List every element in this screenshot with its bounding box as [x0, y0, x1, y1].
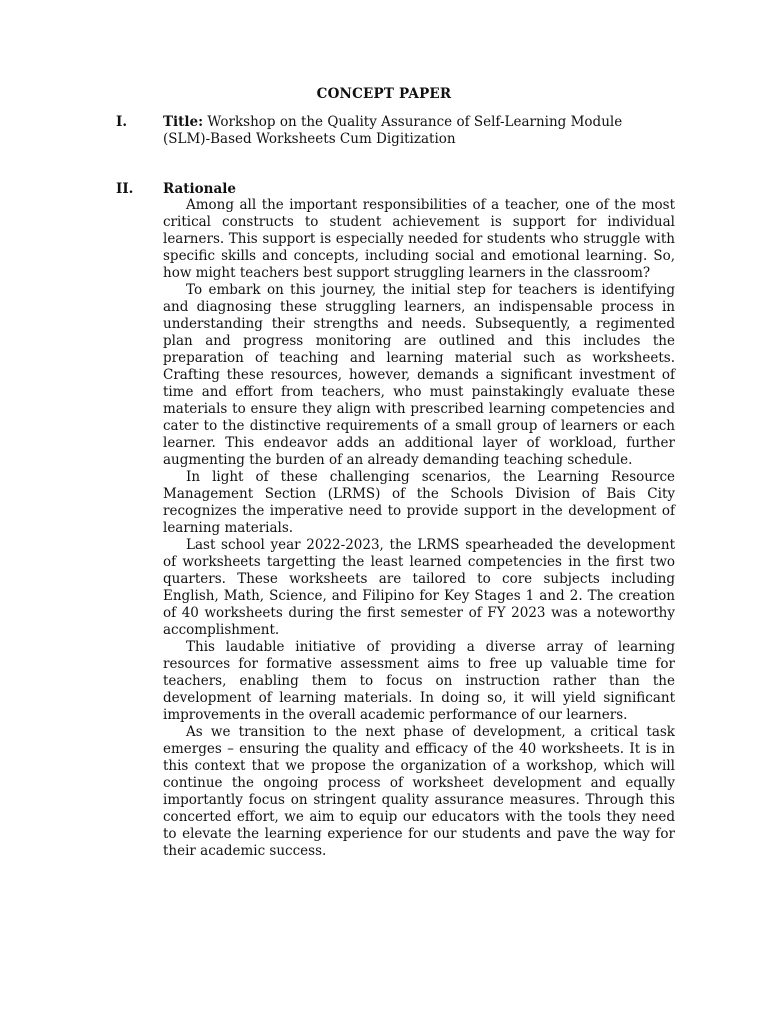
- section-number: II.: [116, 181, 134, 197]
- title-label: Title:: [163, 114, 204, 130]
- paragraph: As we transition to the next phase of development, a critical task emerges – ensuring the quality and efficacy of the 40 worksheets. It is in this context that we propose the organization of a workshop, which will continue the ongoing process of worksheet development and equally importantly focus on stringent quality assurance measures. Through this concerted effort, we aim to equip our educators with the tools they need to elevate the learning experience for our students and pave the way for their academic success.: [163, 724, 675, 859]
- paragraph: Among all the important responsibilities of a teacher, one of the most critical constructs to student achievement is support for individual learners. This support is especially needed for students who struggle with specific skills and concepts, including social and emotional learning. So, how might teachers best support struggling learners in the classroom?: [163, 197, 675, 281]
- page-title: CONCEPT PAPER: [316, 86, 452, 102]
- paragraph: This laudable initiative of providing a diverse array of learning resources for formative assessment aims to free up valuable time for teachers, enabling them to focus on instruction rather than the development of learning materials. In doing so, it will yield significant improvements in the overall academic performance of our learners.: [163, 639, 675, 723]
- title-text: Workshop on the Quality Assurance of Self-Learning Module (SLM)-Based Worksheets Cum Digitization: [163, 114, 623, 147]
- section-number: I.: [116, 114, 128, 130]
- paragraph: In light of these challenging scenarios, the Learning Resource Management Section (LRMS) of the Schools Division of Bais City recognizes the imperative need to provide support in the development of learning materials.: [163, 469, 675, 536]
- rationale-body: [163, 197, 675, 860]
- title-block: [163, 114, 633, 148]
- section-heading: Rationale: [163, 181, 236, 197]
- paragraph: To embark on this journey, the initial step for teachers is identifying and diagnosing these struggling learners, an indispensable process in understanding their strengths and needs. Subsequently, a regimented plan and progress monitoring are outlined and this includes the preparation of teaching and learning material such as worksheets. Crafting these resources, however, demands a significant investment of time and effort from teachers, who must painstakingly evaluate these materials to ensure they align with prescribed learning competencies and cater to the distinctive requirements of a small group of learners or each learner. This endeavor adds an additional layer of workload, further augmenting the burden of an already demanding teaching schedule.: [163, 282, 675, 468]
- paragraph: Last school year 2022-2023, the LRMS spearheaded the development of worksheets targetting the least learned competencies in the first two quarters. These worksheets are tailored to core subjects including English, Math, Science, and Filipino for Key Stages 1 and 2. The creation of 40 worksheets during the first semester of FY 2023 was a noteworthy accomplishment.: [163, 537, 675, 638]
